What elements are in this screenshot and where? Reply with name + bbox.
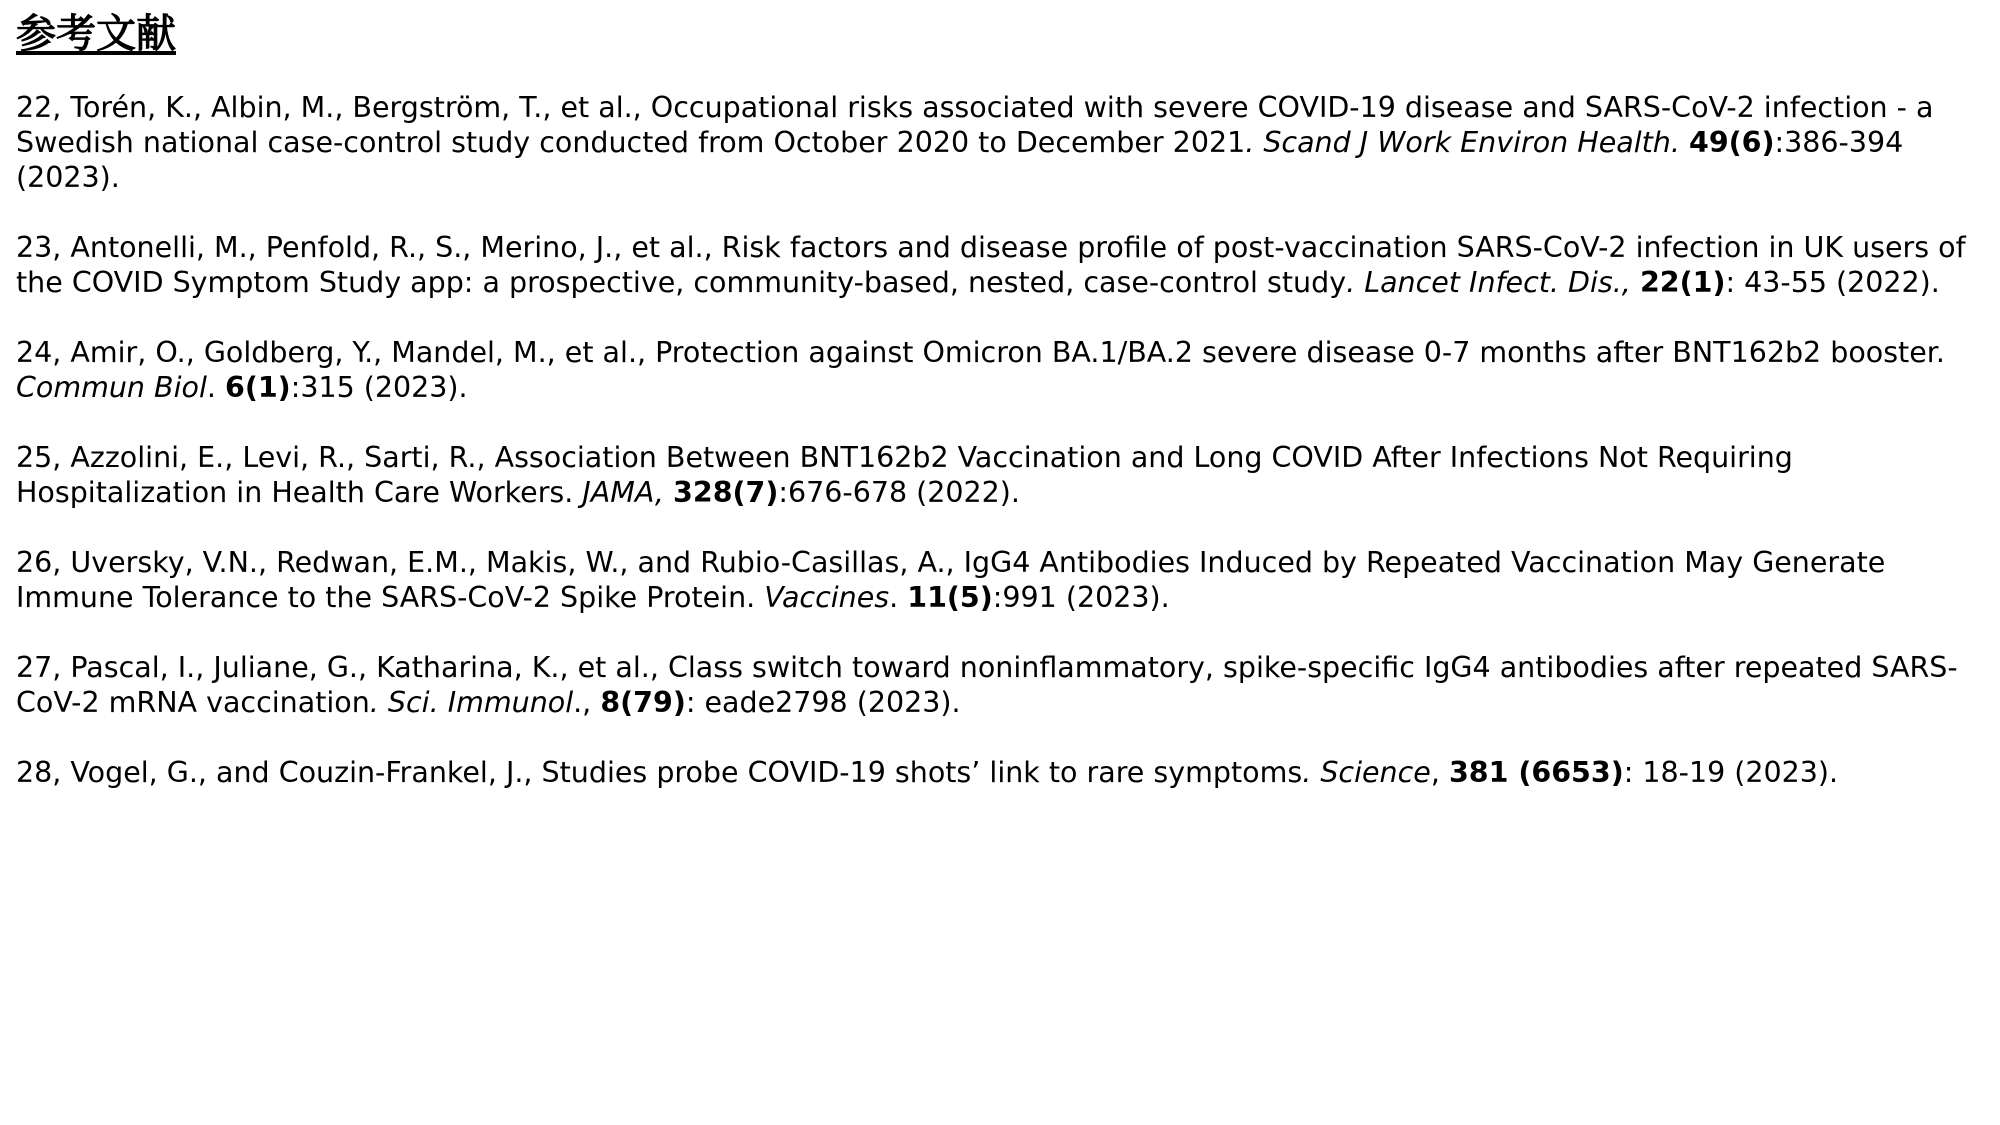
reference-24 — [16, 335, 1996, 405]
volume: 11(5) — [907, 581, 993, 614]
reference-text: 28, Vogel, G., and Couzin-Frankel, J., Studies probe COVID-19 shots’ link to rare symptoms — [16, 756, 1303, 789]
separator — [1680, 126, 1689, 159]
reference-text: 26, Uversky, V.N., Redwan, E.M., Makis, W., and Rubio-Casillas, A., IgG4 Antibodies Induced by Repeated Vaccination May Generate Immune Tolerance to the SARS-CoV-2 Spike Protein. — [16, 546, 1886, 614]
volume: 22(1) — [1639, 266, 1726, 299]
journal-name: Commun Biol — [16, 371, 207, 404]
reference-27 — [16, 650, 1996, 720]
separator: , — [1430, 756, 1449, 789]
volume: 49(6) — [1688, 126, 1775, 159]
separator: . — [206, 371, 225, 404]
pages-year: : 43-55 (2022). — [1725, 266, 1940, 299]
pages-year: : 18-19 (2023). — [1623, 756, 1839, 789]
journal-name: . Science — [1302, 756, 1431, 789]
volume: 328(7) — [673, 476, 779, 509]
reference-25 — [16, 440, 1996, 510]
reference-22 — [16, 90, 1996, 195]
separator — [1631, 266, 1640, 299]
reference-text: 23, Antonelli, M., Penfold, R., S., Merino, J., et al., Risk factors and disease profile of post-vaccination SARS-CoV-2 infection in UK users of the COVID Symptom Study app: a prospective, community-based, nested, case-control study — [16, 231, 1966, 299]
pages-year: :676-678 (2022). — [778, 476, 1020, 509]
reference-page — [16, 8, 1996, 825]
separator: . — [889, 581, 908, 614]
separator: ., — [573, 686, 601, 719]
journal-name: . Lancet Infect. Dis., — [1346, 266, 1631, 299]
journal-name: Vaccines — [764, 581, 890, 614]
reference-26 — [16, 545, 1996, 615]
volume: 6(1) — [225, 371, 291, 404]
journal-name: . Sci. Immunol — [369, 686, 574, 719]
volume: 381 (6653) — [1448, 756, 1624, 789]
reference-text: 24, Amir, O., Goldberg, Y., Mandel, M., et al., Protection against Omicron BA.1/BA.2 severe disease 0-7 months after BNT162b2 booster. — [16, 336, 1945, 369]
pages-year: :315 (2023). — [290, 371, 468, 404]
reference-23 — [16, 230, 1996, 300]
journal-name: JAMA, — [582, 476, 664, 509]
pages-year: : eade2798 (2023). — [685, 686, 961, 719]
reference-text: 25, Azzolini, E., Levi, R., Sarti, R., Association Between BNT162b2 Vaccination and Long COVID After Infections Not Requiring Hospitalization in Health Care Workers. — [16, 441, 1793, 509]
page-title: 参考文献 — [16, 11, 176, 57]
pages-year: :991 (2023). — [992, 581, 1170, 614]
pages-year: :386-394 (2023). — [16, 126, 1904, 194]
journal-name: . Scand J Work Environ Health. — [1245, 126, 1680, 159]
reference-text: 22, Torén, K., Albin, M., Bergström, T., et al., Occupational risks associated with severe COVID-19 disease and SARS-CoV-2 infection - a Swedish national case-control study conducted from October 2020 to December 2021 — [16, 91, 1934, 159]
reference-28 — [16, 755, 1996, 790]
reference-text: 27, Pascal, I., Juliane, G., Katharina, K., et al., Class switch toward noninflammatory, spike-specific IgG4 antibodies after repeated SARS-CoV-2 mRNA vaccination — [16, 651, 1958, 719]
volume: 8(79) — [600, 686, 686, 719]
separator — [664, 476, 673, 509]
